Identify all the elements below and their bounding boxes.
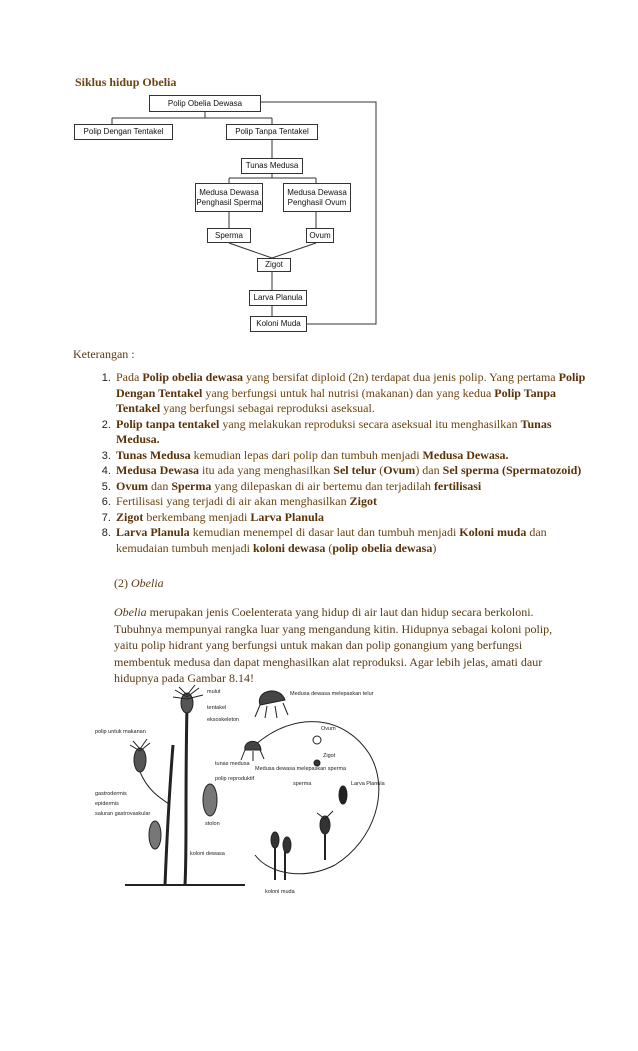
label-tunas-medusa: tunas medusa — [215, 761, 250, 767]
box-polip-obelia-dewasa: Polip Obelia Dewasa — [149, 95, 261, 112]
note-item: 2. Polip tanpa tentakel yang melakukan reproduksi secara aseksual itu menghasilkan Tunas Medusa. — [114, 417, 594, 448]
obelia-paragraph: Obelia merupakan jenis Coelenterata yang hidup di air laut dan hidup secara berkoloni. Tubuhnya mempunyai rangka luar yang mengandung kitin. Hidupnya sebagai koloni polip, yaitu polip hidrant yang berfungsi untuk makan dan polip gonangium yang berfungsi membentuk medusa dan dapat menghasilkan alat reproduksi. Agar lebih jelas, amati daur hidupnya pada Gambar 8.14! — [114, 605, 553, 685]
box-zigot: Zigot — [257, 258, 291, 272]
label-mulut: mulut — [207, 689, 221, 695]
life-cycle-flowchart — [0, 0, 638, 340]
box-medusa-ovum: Medusa Dewasa Penghasil Ovum — [283, 183, 351, 212]
label-saluran: saluran gastrovaskular — [95, 811, 151, 817]
colony-stalk — [165, 745, 173, 885]
label-koloni-dewasa: koloni dewasa — [190, 851, 225, 857]
label-eksoskeleton: eksoskeleton — [207, 717, 240, 723]
note-item: 7. Zigot berkembang menjadi Larva Planula — [114, 510, 594, 526]
box-ovum: Ovum — [306, 228, 334, 243]
label-koloni-muda: koloni muda — [265, 889, 295, 895]
notes-list — [90, 370, 594, 556]
label-gastrodermis: gastrodermis — [95, 791, 127, 797]
gonangium — [203, 784, 217, 816]
subheading: (2) Obelia — [114, 576, 164, 590]
note-item: 4. Medusa Dewasa itu ada yang menghasilkan Sel telur (Ovum) dan Sel sperma (Spermatozoid) — [114, 463, 594, 479]
hydranth-left — [130, 739, 170, 805]
note-item: 8. Larva Planula kemudian menempel di dasar laut dan tumbuh menjadi Koloni muda dan kemudaian tumbuh menjadi koloni dewasa (polip obelia dewasa) — [114, 525, 594, 556]
note-item: 5. Ovum dan Sperma yang dilepaskan di air bertemu dan terjadilah fertilisasi — [114, 479, 594, 495]
label-epidermis: epidermis — [95, 801, 119, 807]
label-sperma: sperma — [293, 781, 312, 787]
young-colony — [317, 811, 333, 860]
hydranth-top — [173, 685, 203, 713]
label-stolon: stolon — [205, 821, 220, 827]
label-medusa-sperma: Medusa dewasa melepaskan sperma — [255, 766, 347, 772]
note-item: 1. Pada Polip obelia dewasa yang bersifat diploid (2n) terdapat dua jenis polip. Yang pertama Polip Dengan Tentakel yang berfungsi untuk hal nutrisi (makanan) dan yang kedua Polip Tanpa Tentakel yang berfungsi sebagai reproduksi aseksual. — [114, 370, 594, 417]
keterangan-label: Keterangan : — [73, 347, 135, 361]
label-tentakel: tentakel — [207, 705, 227, 711]
note-item: 3. Tunas Medusa kemudian lepas dari polip dan tumbuh menjadi Medusa Dewasa. — [114, 448, 594, 464]
box-polip-dengan-tentakel: Polip Dengan Tentakel — [74, 124, 173, 140]
label-ovum: Ovum — [321, 726, 336, 732]
box-sperma: Sperma — [207, 228, 251, 243]
box-larva-planula: Larva Planula — [249, 290, 307, 306]
note-item: 6. Fertilisasi yang terjadi di air akan menghasilkan Zigot — [114, 494, 594, 510]
box-tunas-medusa: Tunas Medusa — [241, 158, 303, 174]
flowchart-connectors — [0, 0, 638, 340]
medusa-sperm — [241, 741, 264, 761]
box-medusa-sperma: Medusa Dewasa Penghasil Sperma — [195, 183, 263, 212]
box-polip-tanpa-tentakel: Polip Tanpa Tentakel — [226, 124, 318, 140]
box-koloni-muda: Koloni Muda — [250, 316, 307, 332]
label-zigot: Zigot — [323, 753, 336, 759]
medusa-egg — [255, 691, 288, 718]
page-heading: Siklus hidup Obelia — [75, 75, 177, 89]
obelia-life-cycle-illustration — [95, 685, 475, 900]
label-polip-makan: polip untuk makanan — [95, 729, 146, 735]
label-medusa-telur: Medusa dewasa melepaskan telur — [290, 691, 374, 697]
larva-shape — [339, 786, 347, 804]
label-polip-reproduksi: polip reproduktif — [215, 776, 255, 782]
ovum-dot — [313, 736, 321, 744]
label-larva: Larva Planula — [351, 781, 385, 787]
